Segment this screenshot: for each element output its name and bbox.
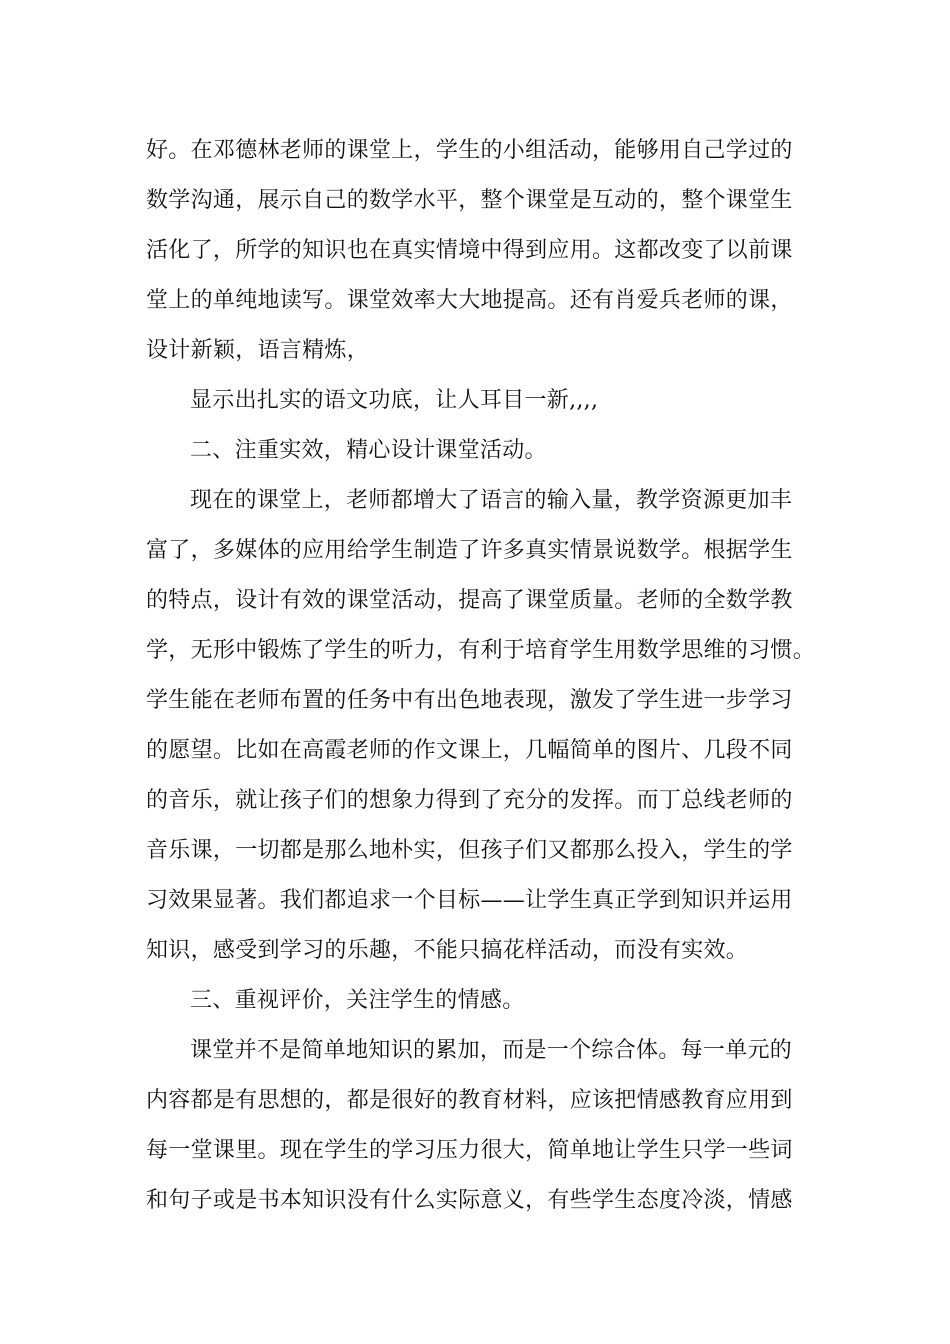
text-line: 内容都是有思想的，都是很好的教育材料，应该把情感教育应用到 <box>146 1088 793 1113</box>
text-line: 知识，感受到学习的乐趣，不能只搞花样活动，而没有实效。 <box>146 938 749 963</box>
text-line: 音乐课，一切都是那么地朴实，但孩子们又都那么投入，学生的学 <box>146 838 793 863</box>
text-line: 数学沟通，展示自己的数学水平，整个课堂是互动的，整个课堂生 <box>146 188 793 213</box>
text-line: 显示出扎实的语文功底，让人耳目一新,,,, <box>190 388 599 413</box>
text-line: 学，无形中锻炼了学生的听力，有利于培育学生用数学思维的习惯。 <box>146 638 816 663</box>
text-line: 设计新颖，语言精炼， <box>146 338 370 363</box>
text-line: 每一堂课里。现在学生的学习压力很大，简单地让学生只学一些词 <box>146 1138 793 1163</box>
text-line: 和句子或是书本知识没有什么实际意义，有些学生态度冷淡，情感 <box>146 1188 793 1213</box>
text-line: 的音乐，就让孩子们的想象力得到了充分的发挥。而丁总线老师的 <box>146 788 793 813</box>
text-line: 学生能在老师布置的任务中有出色地表现，激发了学生进一步学习 <box>146 688 793 713</box>
text-line: 堂上的单纯地读写。课堂效率大大地提高。还有肖爱兵老师的课， <box>146 288 793 313</box>
text-line: 富了，多媒体的应用给学生制造了许多真实情景说数学。根据学生 <box>146 538 793 563</box>
text-line: 课堂并不是简单地知识的累加，而是一个综合体。每一单元的 <box>190 1038 793 1063</box>
text-line: 习效果显著。我们都追求一个目标——让学生真正学到知识并运用 <box>146 888 793 913</box>
text-line: 活化了，所学的知识也在真实情境中得到应用。这都改变了以前课 <box>146 238 793 263</box>
text-line: 现在的课堂上，老师都增大了语言的输入量，教学资源更加丰 <box>190 488 793 513</box>
text-line: 的愿望。比如在高霞老师的作文课上，几幅简单的图片、几段不同 <box>146 738 793 763</box>
text-line: 的特点，设计有效的课堂活动，提高了课堂质量。老师的全数学教 <box>146 588 793 613</box>
text-line: 好。在邓德林老师的课堂上，学生的小组活动，能够用自己学过的 <box>146 138 793 163</box>
section-heading: 三、重视评价，关注学生的情感。 <box>190 988 525 1013</box>
section-heading: 二、注重实效，精心设计课堂活动。 <box>190 438 547 463</box>
